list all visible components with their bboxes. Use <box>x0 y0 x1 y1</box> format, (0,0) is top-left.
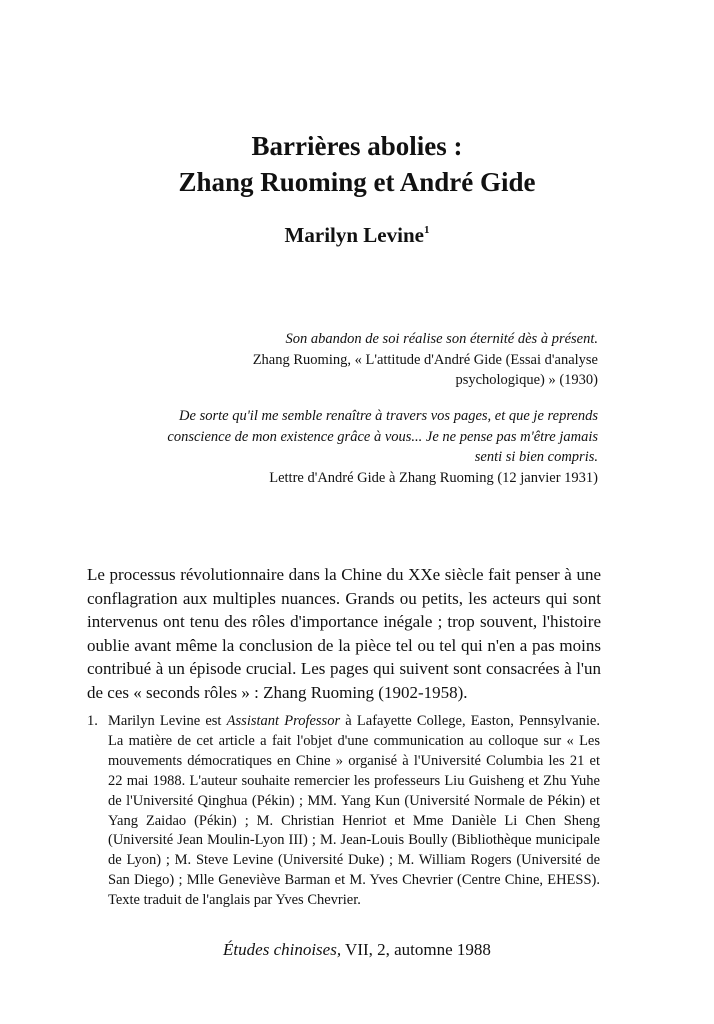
footnote-italic-title: Assistant Professor <box>226 713 341 729</box>
footnote-1 <box>87 712 600 911</box>
epigraph-1 <box>120 329 598 391</box>
body-paragraph: Le processus révolutionnaire dans la Chine du XXe siècle fait penser à une conflagration aux multiples nuances. Grands ou petits, les acteurs qui sont intervenus ont tenu des rôles d'importance inégale ; trop souvent, l'histoire oublie avant même la conclusion de la pièce tel ou tel qui n'en a pas moins contribué à un épisode crucial. Les pages qui suivent sont consacrées à l'un de ces « seconds rôles » : Zhang Ruoming (1902-1958). <box>87 565 601 702</box>
title-line-1: Barrières abolies : <box>251 131 463 161</box>
footnote-number: 1. <box>87 713 98 729</box>
epigraph-1-quote: Son abandon de soi réalise son éternité dès à présent. <box>285 331 598 347</box>
footnote-text-rest: à Lafayette College, Easton, Pennsylvanie. La matière de cet article a fait l'objet d'une communication au colloque sur « Les mouvements démocratiques en Chine » organisé à l'Université Columbia les 21 et 22 mai 1988. L'auteur souhaite remercier les professeurs Liu Guisheng et Zhu Yuhe de l'Université Qinghua (Pékin) ; MM. Yang Kun (Université Normale de Pékin) et Yang Zaidao (Pékin) ; M. Christian Henriot et Mme Danièle Li Chen Sheng (Université Jean Moulin-Lyon III) ; M. Jean-Louis Boully (Bibliothèque municipale de Lyon) ; M. Steve Levine (Université Duke) ; M. William Rogers (Université de San Diego) ; Mlle Geneviève Barman et M. Yves Chevrier (Centre Chine, EHESS). Texte traduit de l'anglais par Yves Chevrier. <box>108 713 600 909</box>
article-title <box>0 128 714 200</box>
footnote-text <box>108 712 600 911</box>
footnote-text-start: Marilyn Levine est <box>108 713 227 729</box>
journal-issue: VII, 2, automne 1988 <box>341 940 491 959</box>
epigraph-2 <box>120 406 598 488</box>
epigraph-2-quote-line-3: senti si bien compris. <box>474 449 598 465</box>
epigraph-2-quote-line-1: De sorte qu'il me semble renaître à travers vos pages, et que je reprends <box>179 408 598 424</box>
author-name: Marilyn Levine <box>284 223 424 247</box>
epigraph-2-quote-line-2: conscience de mon existence grâce à vous... Je ne pense pas m'être jamais <box>167 428 598 445</box>
author-line <box>0 217 714 248</box>
journal-footer <box>0 939 714 961</box>
epigraph-2-source: Lettre d'André Gide à Zhang Ruoming (12 janvier 1931) <box>269 469 598 486</box>
author-footnote-ref: 1 <box>423 224 430 236</box>
title-line-2: Zhang Ruoming et André Gide <box>178 167 536 197</box>
epigraph-1-source-line-1: Zhang Ruoming, « L'attitude d'André Gide (Essai d'analyse <box>252 351 598 368</box>
epigraph-1-source-line-2: psychologique) » (1930) <box>455 372 598 388</box>
journal-name: Études chinoises, <box>223 940 342 959</box>
